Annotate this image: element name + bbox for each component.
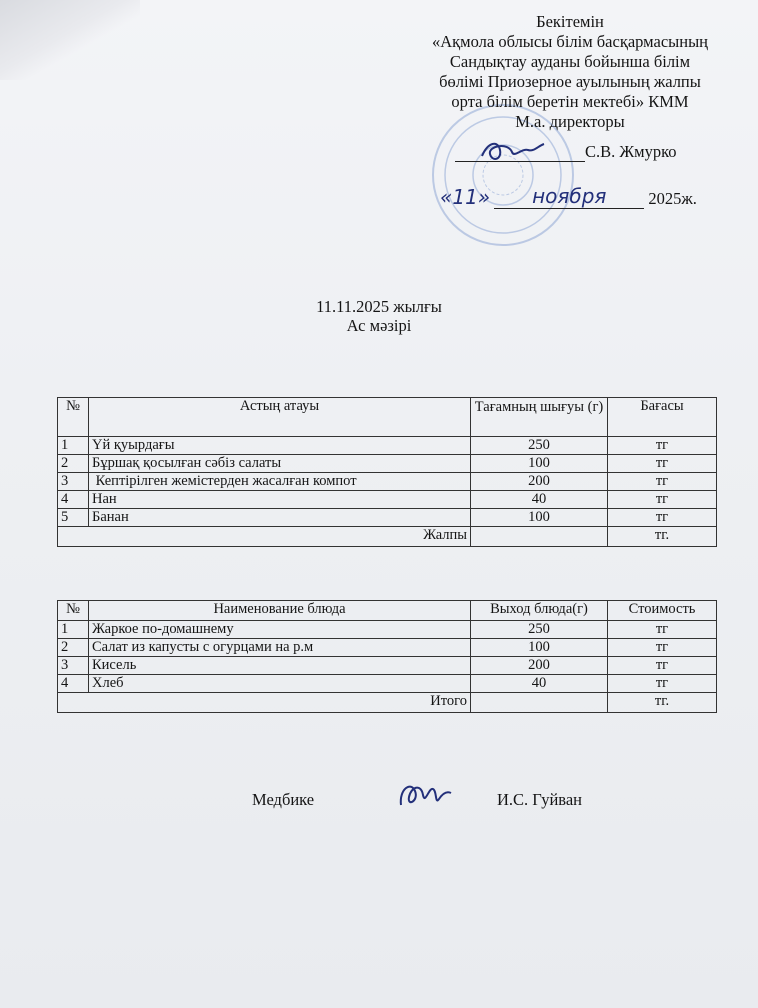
- page-fold-shadow: [0, 0, 140, 80]
- total-value: тг.: [608, 693, 717, 713]
- row-dish-name: Кептірілген жемістерден жасалған компот: [89, 473, 471, 491]
- row-yield: 250: [471, 437, 608, 455]
- row-price: тг: [608, 621, 717, 639]
- row-dish-name: Салат из капусты с огурцами на р.м: [89, 639, 471, 657]
- approval-date: [440, 184, 750, 209]
- table-row: [58, 509, 717, 527]
- row-num: 4: [58, 675, 89, 693]
- row-yield: 100: [471, 455, 608, 473]
- header-yield: Тағамның шығуы (г): [471, 398, 608, 437]
- table-row: [58, 491, 717, 509]
- date-month: ноября: [532, 184, 607, 208]
- row-yield: 200: [471, 657, 608, 675]
- table-row: [58, 437, 717, 455]
- approval-line-1: «Ақмола облысы білім басқармасының: [432, 32, 708, 51]
- row-num: 5: [58, 509, 89, 527]
- row-price: тг: [608, 491, 717, 509]
- row-yield: 100: [471, 509, 608, 527]
- approval-title: Бекітемін: [536, 12, 604, 31]
- row-num: 1: [58, 621, 89, 639]
- row-dish-name: Жаркое по-домашнему: [89, 621, 471, 639]
- director-name: С.В. Жмурко: [585, 142, 677, 161]
- header-num: №: [58, 398, 89, 437]
- approval-line-3: бөлімі Приозерное ауылының жалпы: [439, 72, 701, 91]
- row-price: тг: [608, 473, 717, 491]
- nurse-signature: [395, 775, 455, 815]
- row-yield: 40: [471, 675, 608, 693]
- row-dish-name: Нан: [89, 491, 471, 509]
- table-row: [58, 473, 717, 491]
- header-price: Бағасы: [608, 398, 717, 437]
- row-dish-name: Кисель: [89, 657, 471, 675]
- approval-line-4: орта білім беретін мектебі» КММ: [451, 92, 689, 111]
- total-yield-empty: [471, 527, 608, 547]
- row-price: тг: [608, 455, 717, 473]
- row-num: 1: [58, 437, 89, 455]
- row-yield: 200: [471, 473, 608, 491]
- total-label: Итого: [58, 693, 471, 713]
- date-year: 2025ж.: [648, 189, 697, 208]
- row-price: тг: [608, 675, 717, 693]
- row-dish-name: Банан: [89, 509, 471, 527]
- menu-table-ru: [57, 600, 717, 713]
- table-total-row: [58, 693, 717, 713]
- row-dish-name: Хлеб: [89, 675, 471, 693]
- menu-date: 11.11.2025 жылғы: [316, 297, 442, 316]
- header-yield: Выход блюда(г): [471, 601, 608, 621]
- row-num: 2: [58, 455, 89, 473]
- row-price: тг: [608, 437, 717, 455]
- table-row: [58, 639, 717, 657]
- total-yield-empty: [471, 693, 608, 713]
- approval-block: [400, 12, 740, 132]
- date-day: «11»: [440, 185, 491, 209]
- approval-line-5: М.а. директоры: [515, 112, 625, 131]
- menu-title: Ас мәзірі: [346, 316, 412, 335]
- nurse-name: И.С. Гуйван: [497, 790, 583, 809]
- table-header-row: [58, 398, 717, 437]
- table-total-row: [58, 527, 717, 547]
- row-yield: 250: [471, 621, 608, 639]
- table-row: [58, 675, 717, 693]
- table-row: [58, 621, 717, 639]
- menu-table-kz: [57, 397, 717, 547]
- row-price: тг: [608, 509, 717, 527]
- row-yield: 100: [471, 639, 608, 657]
- header-dish-name: Астың атауы: [89, 398, 471, 437]
- director-signature: [478, 136, 548, 166]
- row-price: тг: [608, 657, 717, 675]
- nurse-role: Медбике: [252, 790, 315, 809]
- table-row: [58, 455, 717, 473]
- row-num: 4: [58, 491, 89, 509]
- total-label: Жалпы: [58, 527, 471, 547]
- row-price: тг: [608, 639, 717, 657]
- row-num: 2: [58, 639, 89, 657]
- total-value: тг.: [608, 527, 717, 547]
- approval-line-2: Сандықтау ауданы бойынша білім: [449, 52, 691, 71]
- row-num: 3: [58, 657, 89, 675]
- header-dish-name: Наименование блюда: [89, 601, 471, 621]
- row-yield: 40: [471, 491, 608, 509]
- table-row: [58, 657, 717, 675]
- row-dish-name: Үй қуырдағы: [89, 437, 471, 455]
- row-num: 3: [58, 473, 89, 491]
- header-price: Стоимость: [608, 601, 717, 621]
- table-header-row: [58, 601, 717, 621]
- row-dish-name: Бұршақ қосылған сәбіз салаты: [89, 455, 471, 473]
- header-num: №: [58, 601, 89, 621]
